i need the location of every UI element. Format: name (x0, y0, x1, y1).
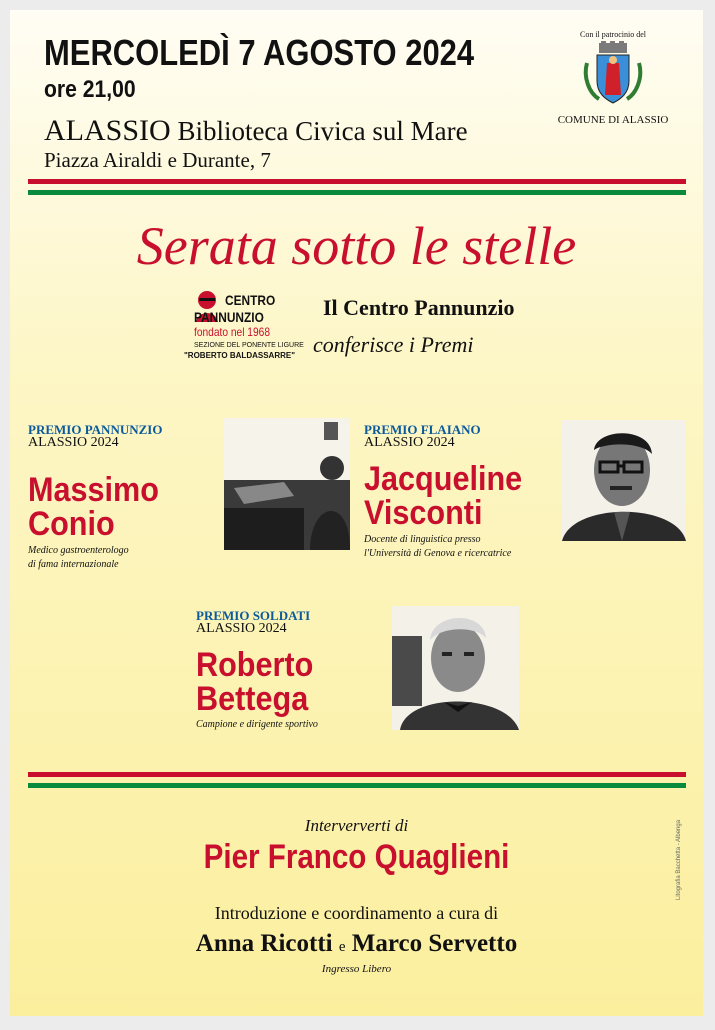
prize-1-desc-1: Medico gastroenterologo (28, 545, 129, 556)
printer-credit: Litografia Bacchetta - Albenga (676, 819, 682, 900)
prize-2-first-name: Jacqueline (364, 460, 523, 498)
prize-2-year: ALASSIO 2024 (364, 435, 455, 450)
event-address: Piazza Airaldi e Durante, 7 (44, 148, 271, 172)
interventi-label: Interververti di (304, 816, 409, 835)
logo-section-name: "ROBERTO BALDASSARRE" (184, 351, 295, 360)
patronage-block (543, 30, 683, 126)
event-venue (44, 114, 468, 148)
moderators (10, 930, 703, 958)
logo-section: SEZIONE DEL PONENTE LIGURE (194, 342, 304, 349)
prize-1-label: PREMIO PANNUNZIO (28, 422, 163, 437)
divider-red-bottom (28, 772, 686, 777)
logo-line2: PANNUNZIO (194, 309, 264, 325)
event-poster (10, 10, 703, 1016)
moderator-conj: e (338, 939, 346, 955)
prize-3-last-name: Bettega (196, 680, 309, 718)
moderator-1: Anna Ricotti (195, 930, 333, 957)
prize-2-label: PREMIO FLAIANO (364, 422, 481, 437)
entry-note: Ingresso Libero (321, 963, 392, 975)
intro-label: Introduzione e coordinamento a cura di (214, 903, 499, 923)
prize-3-first-name: Roberto (196, 646, 314, 684)
prize-3-label: PREMIO SOLDATI (196, 608, 311, 623)
divider-red-top (28, 179, 686, 184)
moderator-2: Marco Servetto (351, 930, 518, 957)
prize-2-desc-1: Docente di linguistica presso (364, 534, 481, 545)
event-time: ore 21,00 (44, 76, 136, 103)
speaker-name: Pier Franco Quaglieni (203, 838, 510, 876)
logo-founded: fondato nel 1968 (194, 325, 271, 339)
prize-1-desc-2: di fama internazionale (28, 559, 119, 570)
patronage-comune: COMUNE DI ALASSIO (557, 114, 669, 126)
conferisce-text: conferisce i Premi (313, 332, 474, 357)
venue-name: Biblioteca Civica sul Mare (177, 116, 468, 146)
prize-1-year: ALASSIO 2024 (28, 435, 119, 450)
event-title: Serata sotto le stelle (136, 216, 577, 276)
prize-2-desc-2: l'Università di Genova e ricercatrice (364, 548, 512, 559)
prize-1-last-name: Conio (28, 505, 115, 543)
coat-of-arms-icon (581, 41, 645, 105)
prize-3-desc-1: Campione e dirigente sportivo (196, 719, 318, 730)
patronage-label: Con il patrocinio del (580, 30, 646, 39)
logo-line1: CENTRO (225, 292, 276, 308)
prize-1-first-name: Massimo (28, 471, 159, 509)
event-date: MERCOLEDÌ 7 AGOSTO 2024 (44, 32, 475, 73)
venue-city: ALASSIO (44, 114, 171, 147)
prize-3-photo (392, 606, 519, 730)
prize-2-last-name: Visconti (364, 494, 483, 532)
prize-3-year: ALASSIO 2024 (196, 621, 287, 636)
divider-green-top (28, 190, 686, 195)
centro-pannunzio-text: Il Centro Pannunzio (323, 295, 515, 320)
prize-1-photo (224, 418, 350, 550)
prize-2-photo (562, 420, 686, 541)
divider-green-bottom (28, 783, 686, 788)
